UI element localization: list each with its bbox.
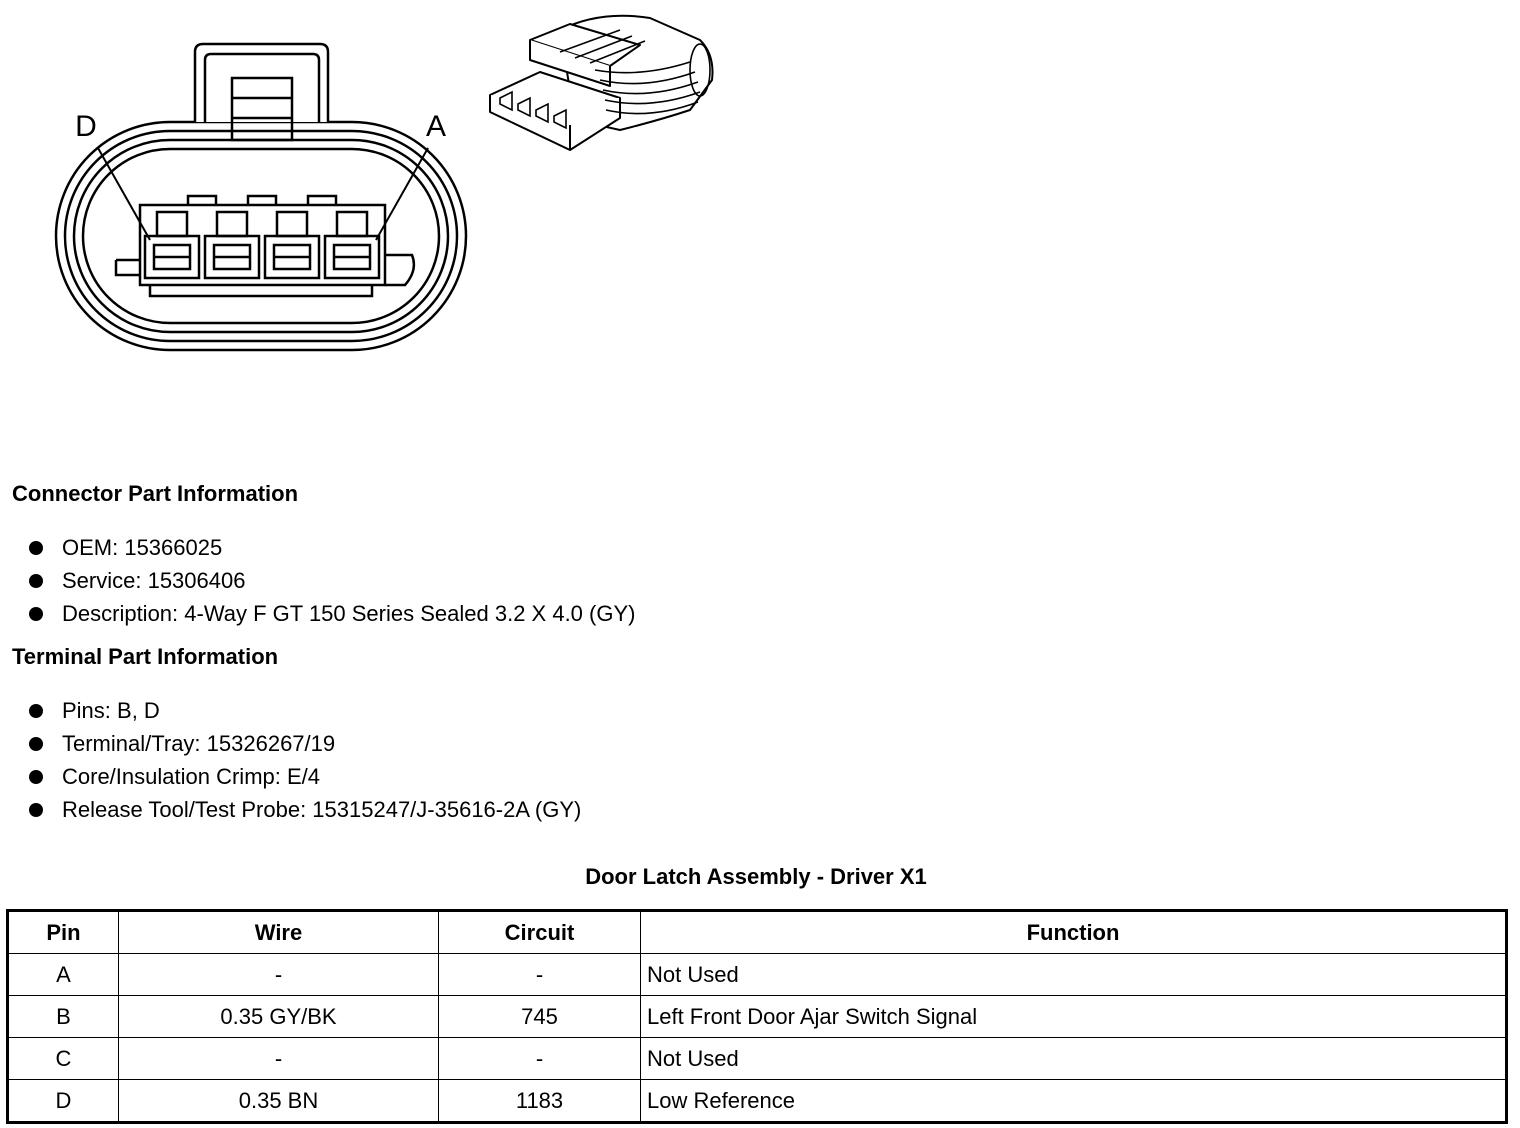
column-header-function: Function	[641, 911, 1507, 954]
cell-function: Not Used	[641, 1038, 1507, 1080]
cell-function: Left Front Door Ajar Switch Signal	[641, 996, 1507, 1038]
cell-pin: B	[8, 996, 119, 1038]
bullet-icon	[29, 770, 43, 784]
connector-face-diagram	[40, 30, 500, 370]
bullet-icon	[29, 737, 43, 751]
list-item: OEM: 15366025	[28, 531, 635, 564]
list-item: Core/Insulation Crimp: E/4	[28, 760, 581, 793]
column-header-wire: Wire	[119, 911, 439, 954]
cell-wire: 0.35 BN	[119, 1080, 439, 1123]
cell-wire: -	[119, 1038, 439, 1080]
cell-pin: C	[8, 1038, 119, 1080]
list-item: Terminal/Tray: 15326267/19	[28, 727, 581, 760]
pinout-table	[6, 909, 1508, 1124]
list-item: Pins: B, D	[28, 694, 581, 727]
bullet-icon	[29, 541, 43, 555]
table-row	[8, 996, 1507, 1038]
terminal-part-list	[28, 694, 581, 826]
cell-function: Not Used	[641, 954, 1507, 996]
column-header-pin: Pin	[8, 911, 119, 954]
cell-circuit: -	[439, 1038, 641, 1080]
list-item: Release Tool/Test Probe: 15315247/J-35616-2A (GY)	[28, 793, 581, 826]
column-header-circuit: Circuit	[439, 911, 641, 954]
bullet-icon	[29, 574, 43, 588]
connector-part-list	[28, 531, 635, 630]
pin-label-d: D	[75, 110, 97, 143]
table-row	[8, 954, 1507, 996]
cell-pin: A	[8, 954, 119, 996]
cell-function: Low Reference	[641, 1080, 1507, 1123]
list-item: Service: 15306406	[28, 564, 635, 597]
bullet-icon	[29, 607, 43, 621]
table-row	[8, 1038, 1507, 1080]
cell-wire: 0.35 GY/BK	[119, 996, 439, 1038]
pin-label-a: A	[425, 110, 447, 143]
bullet-icon	[29, 704, 43, 718]
table-row	[8, 1080, 1507, 1123]
bullet-icon	[29, 803, 43, 817]
cell-circuit: -	[439, 954, 641, 996]
cell-circuit: 745	[439, 996, 641, 1038]
cell-wire: -	[119, 954, 439, 996]
table-title: Door Latch Assembly - Driver X1	[585, 864, 927, 889]
cell-circuit: 1183	[439, 1080, 641, 1123]
connector-isometric-illustration	[478, 6, 728, 166]
terminal-part-heading: Terminal Part Information	[12, 644, 279, 669]
cell-pin: D	[8, 1080, 119, 1123]
list-item: Description: 4-Way F GT 150 Series Sealed 3.2 X 4.0 (GY)	[28, 597, 635, 630]
connector-part-heading: Connector Part Information	[12, 481, 299, 506]
table-header-row	[8, 911, 1507, 954]
